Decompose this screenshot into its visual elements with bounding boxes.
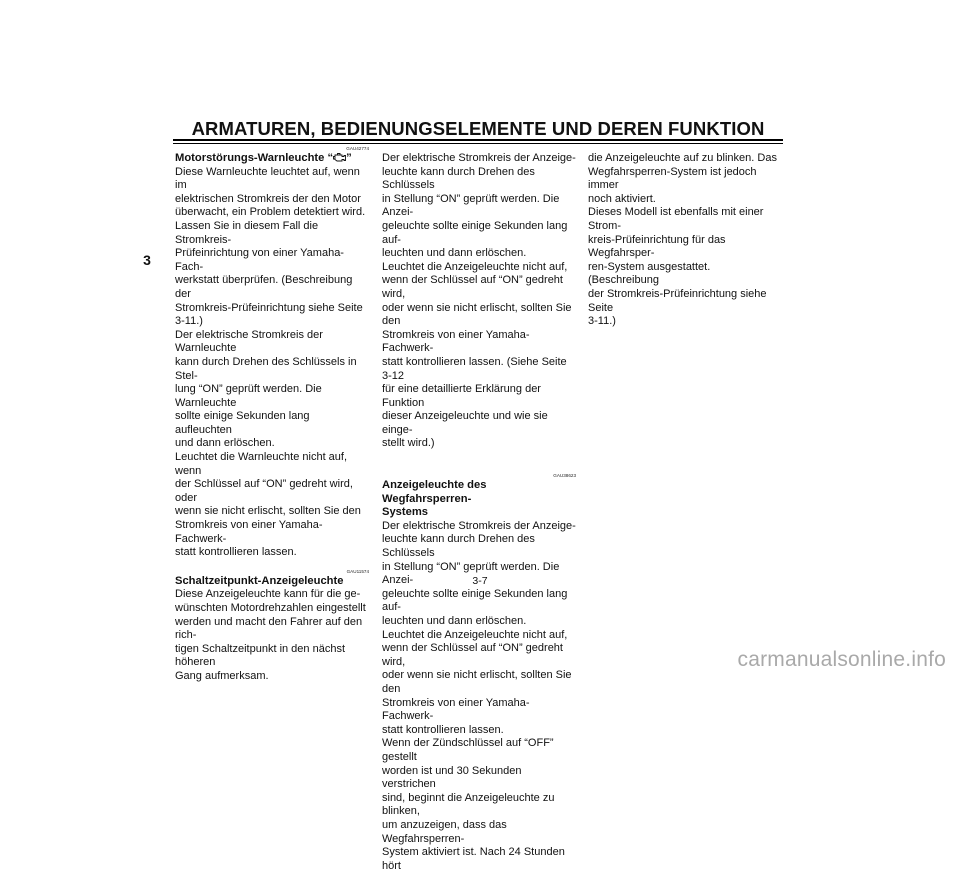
header-rule-thin: [173, 143, 783, 144]
paragraph-line: die Anzeigeleuchte auf zu blinken. Das: [588, 152, 777, 164]
paragraph-line: Der elektrische Stromkreis der Anzeige-: [382, 519, 576, 532]
paragraph-line: sind, beginnt die Anzeigeleuchte zu blinken,: [382, 791, 555, 818]
paragraph-line: Prüfeinrichtung von einer Yamaha-Fach-: [175, 247, 344, 273]
paragraph-line: Wenn der Zündschlüssel auf “OFF” gestellt: [382, 737, 554, 763]
spacer: [382, 451, 576, 473]
section-code: GAU11574: [346, 568, 369, 574]
paragraph-line: in Stellung “ON” geprüft werden. Die Anzei-: [382, 192, 560, 219]
paragraph-line: werden und macht den Fahrer auf den rich-: [175, 615, 363, 642]
paragraph-line: wenn der Schlüssel auf “ON” gedreht wird,: [382, 274, 563, 300]
text-column-1: [175, 146, 369, 684]
page-header: [173, 118, 783, 140]
heading-text: Motorstörungs-Warnleuchte “: [175, 152, 334, 164]
paragraph-line: leuchten und dann erlöschen.: [382, 615, 527, 627]
paragraph-line: kreis-Prüfeinrichtung für das Wegfahrsper-: [588, 233, 726, 260]
paragraph-line: stellt wird.): [382, 437, 435, 450]
text-column-3: [588, 146, 782, 329]
paragraph-line: Leuchtet die Anzeigeleuchte nicht auf,: [382, 260, 568, 273]
paragraph-line: tigen Schaltzeitpunkt in den nächst höheren: [175, 642, 346, 669]
paragraph-line: in Stellung “ON” geprüft werden. Die Anzei-: [382, 560, 560, 587]
paragraph-line: Der elektrische Stromkreis der Anzeige-: [382, 152, 576, 164]
paragraph-line: Leuchtet die Warnleuchte nicht auf, wenn: [175, 451, 348, 477]
paragraph-line: elektrischen Stromkreis der den Motor: [175, 192, 361, 205]
paragraph-line: überwacht, ein Problem detektiert wird.: [175, 206, 366, 219]
paragraph-line: wenn sie nicht erlischt, sollten Sie den: [175, 505, 361, 518]
paragraph-line: Stromkreis von einer Yamaha-Fachwerk-: [382, 328, 530, 355]
paragraph-line: Der elektrische Stromkreis der Warnleuchte: [175, 328, 323, 355]
paragraph-line: Wegfahrsperren-System ist jedoch immer: [588, 165, 757, 192]
paragraph-line: Stromkreis von einer Yamaha-Fachwerk-: [175, 519, 323, 545]
paragraph-line: 3-11.): [175, 315, 203, 328]
paragraph-line: Leuchtet die Anzeigeleuchte nicht auf,: [382, 628, 568, 641]
paragraph-line: Lassen Sie in diesem Fall die Stromkreis-: [175, 219, 319, 246]
paragraph-line: Diese Warnleuchte leuchtet auf, wenn im: [175, 165, 360, 192]
text-column-2: [382, 146, 576, 873]
paragraph-line: der Schlüssel auf “ON” gedreht wird, oder: [175, 478, 353, 504]
paragraph-line: oder wenn sie nicht erlischt, sollten Sie den: [382, 301, 572, 328]
page-number: 3-7: [472, 575, 488, 587]
paragraph-line: leuchte kann durch Drehen des Schlüssels: [382, 165, 535, 192]
paragraph-line: statt kontrollieren lassen.: [175, 546, 297, 559]
paragraph-line: leuchte kann durch Drehen des Schlüssels: [382, 533, 535, 560]
paragraph-line: Stromkreis-Prüfeinrichtung siehe Seite: [175, 301, 363, 314]
section-code: GAU38623: [553, 473, 576, 479]
paragraph-line: für eine detaillierte Erklärung der Funktion: [382, 383, 541, 409]
paragraph-line: wenn der Schlüssel auf “ON” gedreht wird,: [382, 642, 563, 668]
header-rule-thick: [173, 139, 783, 141]
paragraph-line: Gang aufmerksam.: [175, 669, 269, 682]
section-heading-engine-warning: [175, 152, 369, 166]
page-title: ARMATUREN, BEDIENUNGSELEMENTE UND DEREN FUNKTION: [191, 118, 765, 139]
spacer: [175, 560, 369, 569]
paragraph-line: und dann erlöschen.: [175, 437, 275, 450]
paragraph-line: System aktiviert ist. Nach 24 Stunden hört: [382, 846, 565, 872]
section-code: GAU42774: [346, 146, 369, 151]
paragraph-line: der Stromkreis-Prüfeinrichtung siehe Seite: [588, 287, 767, 314]
paragraph-line: ren-System ausgestattet. (Beschreibung: [588, 260, 711, 287]
paragraph-line: werkstatt überprüfen. (Beschreibung der: [175, 274, 353, 300]
paragraph-line: 3-11.): [588, 315, 616, 328]
watermark: carmanualsonline.info: [737, 648, 946, 671]
paragraph-line: wünschten Motordrehzahlen eingestellt: [175, 602, 366, 614]
section-heading-shift-indicator: Schaltzeitpunkt-Anzeigeleuchte: [175, 574, 344, 587]
heading-text: ”: [346, 152, 352, 164]
paragraph-line: Dieses Modell ist ebenfalls mit einer Strom-: [588, 206, 764, 232]
paragraph-line: leuchten und dann erlöschen.: [382, 247, 527, 260]
paragraph-line: worden ist und 30 Sekunden verstrichen: [382, 764, 522, 791]
engine-warning-icon: [333, 153, 346, 162]
paragraph-line: statt kontrollieren lassen.: [382, 723, 504, 736]
paragraph-line: lung “ON” geprüft werden. Die Warnleuchte: [175, 383, 322, 409]
section-heading-immobilizer: Anzeigeleuchte des Wegfahrsperren-: [382, 479, 487, 505]
paragraph-line: sollte einige Sekunden lang aufleuchten: [175, 410, 310, 436]
paragraph-line: noch aktiviert.: [588, 192, 656, 205]
paragraph-line: um anzuzeigen, dass das Wegfahrsperren-: [382, 818, 507, 845]
paragraph-line: Diese Anzeigeleuchte kann für die ge-: [175, 588, 361, 601]
paragraph-line: dieser Anzeigeleuchte und wie sie einge-: [382, 410, 548, 436]
paragraph-line: statt kontrollieren lassen. (Siehe Seite 3-12: [382, 355, 567, 382]
paragraph-line: geleuchte sollte einige Sekunden lang auf-: [382, 587, 568, 614]
paragraph-line: oder wenn sie nicht erlischt, sollten Sie den: [382, 669, 572, 695]
chapter-tab: 3: [143, 252, 151, 268]
paragraph-line: kann durch Drehen des Schlüssels in Stel-: [175, 355, 357, 382]
paragraph-line: geleuchte sollte einige Sekunden lang auf-: [382, 219, 568, 246]
section-heading-immobilizer-cont: Systems: [382, 506, 429, 519]
paragraph-line: Stromkreis von einer Yamaha-Fachwerk-: [382, 696, 530, 723]
